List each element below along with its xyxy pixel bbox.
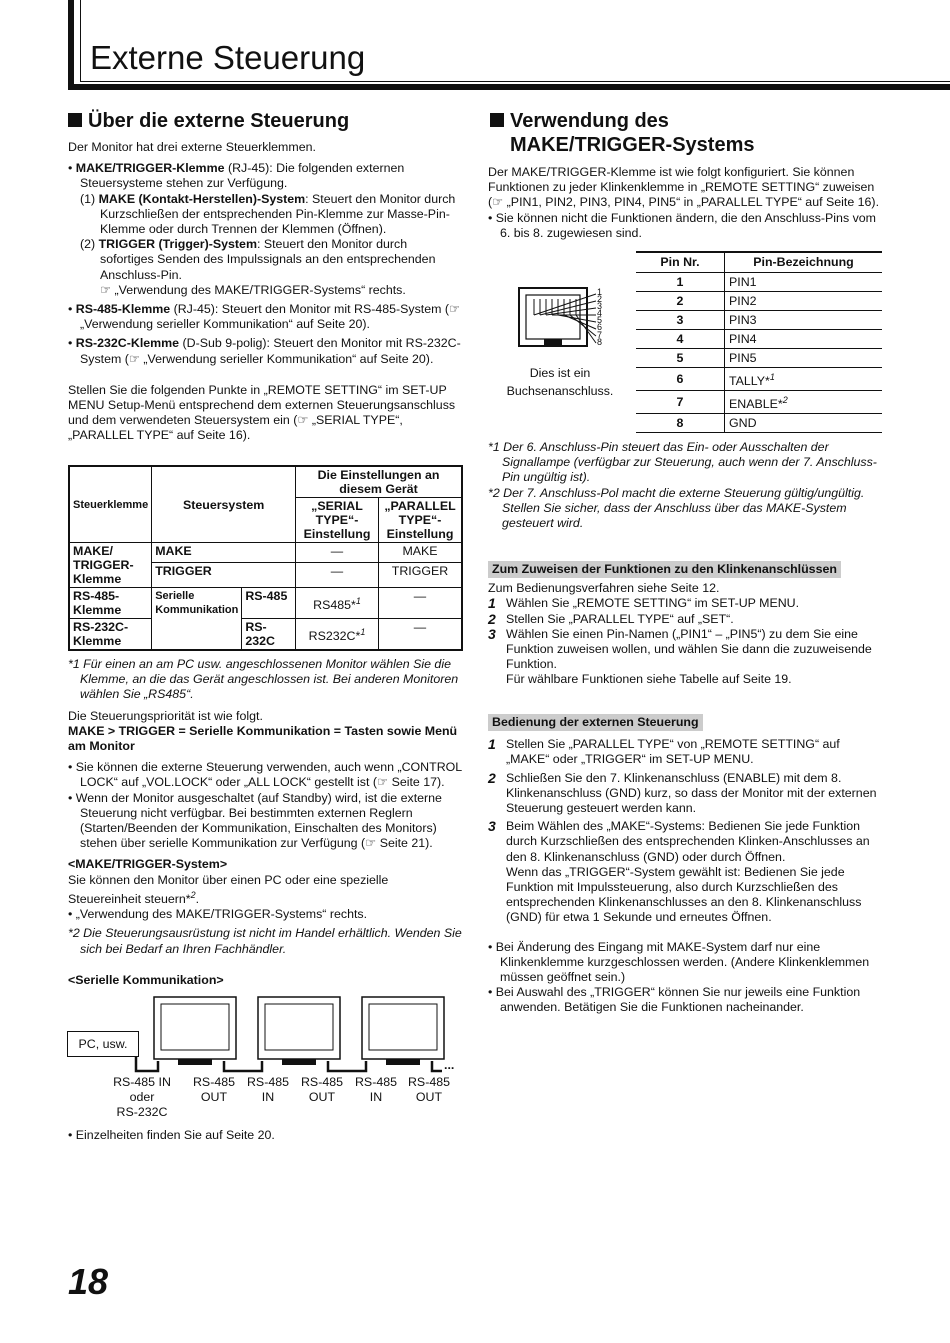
op-note1-text: Bei Änderung des Eingang mit MAKE-System darf nur eine Klinkenklemme kurzgeschlossen werden. (Andere Klinkenklemmen müssen geöffnet sein.) xyxy=(495,939,870,985)
r3-serial-sup: 1 xyxy=(360,626,366,637)
left-intro-block xyxy=(68,140,463,444)
sub1-num: (1) xyxy=(80,191,96,206)
label-rs485-in-rs232c: RS-485 IN oder RS-232C xyxy=(113,1075,171,1119)
right-footnotes xyxy=(488,440,883,531)
pin-nr: 8 xyxy=(636,414,725,433)
op-note-2: • Bei Auswahl des „TRIGGER“ können Sie nur jeweils eine Funktion anwenden. Betätigen Sie die Funktionen nacheinander. xyxy=(488,985,861,1015)
sub2-num: (2) xyxy=(80,237,96,252)
r2-serial-text: RS485* xyxy=(313,598,356,613)
pin-name-cell xyxy=(725,368,883,391)
right-intro: Der MAKE/TRIGGER-Klemme ist wie folgt konfiguriert. Sie können Funktionen zu jeder Klinkenklemme in „REMOTE SETTING“ zuweisen (☞ „PIN1, PIN2, PIN3, PIN4, PIN5“ in „PARALLEL TYPE“ auf Seite 16). xyxy=(488,165,880,210)
step-text: Wählen Sie „REMOTE SETTING“ im SET-UP MENU. xyxy=(506,596,800,611)
r2-serial-sup: 1 xyxy=(355,595,361,606)
bullet2-rest: (RJ-45): Steuert den Monitor mit RS-485-System (☞ „Verwendung serieller Kommunikation“ auf Seite 20). xyxy=(80,302,461,332)
make-trigger-text: Sie können den Monitor über einen PC oder eine spezielle Steuereinheit steuern*$^2$. xyxy=(68,872,389,906)
label-rs485-in-3: RS-485 IN xyxy=(354,1075,397,1104)
table-row xyxy=(636,330,882,349)
pc-box: PC, usw. xyxy=(67,1031,139,1057)
bullet1-bold: MAKE/TRIGGER-Klemme xyxy=(75,161,225,176)
make-trigger-subhead: <MAKE/TRIGGER-System> xyxy=(68,857,228,872)
operation-heading: Bedienung der externen Steuerung xyxy=(488,714,703,731)
pin-nr: 3 xyxy=(636,311,725,330)
pin-name: GND xyxy=(725,414,883,433)
fn2-text: Die Steuerungsausrüstung ist nicht im Handel erhältlich. Wenden Sie sich bei Bedarf an Ihren Fachhändler. xyxy=(80,926,462,956)
pin-th-name: Pin-Bezeichnung xyxy=(725,252,883,273)
fn1-text: Für einen an am PC usw. angeschlossenen Monitor wählen Sie die Klemme, an die das Gerät angeschlossen ist. Bei anderen Monitoren wählen Sie „RS485“. xyxy=(80,657,459,702)
sub1-bold: MAKE (Kontakt-Herstellen)-System xyxy=(98,191,306,206)
bullet-make-trigger: • MAKE/TRIGGER-Klemme (RJ-45): Die folgenden externen Steuersysteme stehen zur Verfügung. xyxy=(68,161,405,191)
control-table xyxy=(68,465,463,651)
left-heading-text: Über die externe Steuerung xyxy=(88,110,350,132)
left-footnote-2 xyxy=(68,926,463,956)
cell-r1a-sys: MAKE xyxy=(152,543,296,563)
step-num: 1 xyxy=(488,736,496,753)
sub-ref: ☞ „Verwendung des MAKE/TRIGGER-Systems“ rechts. xyxy=(100,282,406,297)
pin-name: PIN3 xyxy=(725,311,883,330)
step-text: Stellen Sie „PARALLEL TYPE“ von „REMOTE SETTING“ auf „MAKE“ oder „TRIGGER“ im SET-UP MENU. xyxy=(506,737,840,767)
cell-r1a-parallel: MAKE xyxy=(379,543,463,563)
right-heading xyxy=(490,109,755,157)
table-row xyxy=(636,273,882,292)
jack-pin-6: 6 xyxy=(597,322,603,333)
priority-intro: Die Steuerungspriorität ist wie folgt. xyxy=(68,708,263,723)
make-trigger-ref: • „Verwendung des MAKE/TRIGGER-Systems“ rechts. xyxy=(68,907,368,922)
assign-step-2 xyxy=(488,612,883,627)
monitor-3-icon xyxy=(362,997,444,1065)
pin-name-sup: 2 xyxy=(782,395,788,406)
jack-pin-7: 7 xyxy=(597,329,603,340)
square-bullet-icon-right xyxy=(490,113,504,127)
r3-serial-text: RS232C* xyxy=(308,629,361,644)
fn1-mark: *1 xyxy=(68,657,80,671)
table-row xyxy=(636,292,882,311)
bullet3-rest: (D-Sub 9-polig): Steuert den Monitor mit RS-232C-System (☞ „Verwendung serieller Kommunikation“ auf Seite 20). xyxy=(80,336,461,366)
op-step-2 xyxy=(488,771,883,817)
cell-r3-parallel: — xyxy=(379,619,463,651)
pin-name: PIN2 xyxy=(725,292,883,311)
left-footnote-1 xyxy=(68,657,463,703)
note2-text: Wenn der Monitor ausgeschaltet (auf Standby) wird, ist die externe Steuerung nicht verfügbar. Bei bestimmten externen Reglern (Starten/Beenden der Kommunikation, Einschalten des Monitors) stehen über serielle Kommunikation zur Verfügung (☞ Seite 21). xyxy=(75,790,442,851)
cable-monitor3-out xyxy=(432,1061,442,1071)
cell-r2-klemme: RS-485-Klemme xyxy=(69,588,152,619)
op-step-1 xyxy=(488,737,883,767)
step-num: 2 xyxy=(488,610,496,627)
pin-nr: 7 xyxy=(636,391,725,414)
table-row xyxy=(636,391,882,414)
sub2-rest: : Steuert den Monitor durch sofortiges Senden des Impulssignals an den entsprechenden Anschluss-Pin. xyxy=(100,237,436,282)
assign-step-3 xyxy=(488,627,883,673)
step-text: Schließen Sie den 7. Klinkenanschluss (ENABLE) mit dem 8. Klinkenanschluss (GND) kurz, so dass der Monitor mit der externen Steuerung gesteuert werden kann. xyxy=(506,770,877,816)
setup-paragraph: Stellen Sie die folgenden Punkte in „REMOTE SETTING“ im SET-UP MENU Setup-Menü entsprechend dem externen Steuerungsanschluss und dem verwendeten Steuersystem ein (☞ „SERIAL TYPE“, „PARALLEL TYPE“ auf Seite 16). xyxy=(68,382,456,443)
step-num: 1 xyxy=(488,595,496,612)
th-system: Steuersystem xyxy=(152,466,296,543)
fn2-mark: *2 xyxy=(68,926,80,941)
step-text: Stellen Sie „PARALLEL TYPE“ auf „SET“. xyxy=(506,611,734,626)
label-rs485-out-1: RS-485 OUT xyxy=(192,1075,235,1104)
step-num: 3 xyxy=(488,625,496,642)
right-heading-line1: Verwendung des xyxy=(510,110,669,132)
mt-text: Sie können den Monitor über einen PC oder eine spezielle Steuereinheit steuern* xyxy=(68,872,389,906)
label-rs485-out-3: RS-485 OUT xyxy=(407,1075,450,1104)
jack-pin-8: 8 xyxy=(597,336,603,347)
details-text: Einzelheiten finden Sie auf Seite 20. xyxy=(75,1128,275,1142)
right-heading-line2: MAKE/TRIGGER-Systems xyxy=(510,134,755,156)
rj45-jack-diagram xyxy=(518,285,608,357)
table-row xyxy=(636,414,882,433)
right-footnote-2 xyxy=(488,486,883,532)
cell-r3-klemme: RS-232C-Klemme xyxy=(69,619,152,651)
rfn2-text: Der 7. Anschluss-Pol macht die externe Steuerung gültig/ungültig. Stellen Sie sicher, dass der Anschluss über das MAKE-System gesteuert wird. xyxy=(502,485,865,531)
cell-r1b-sys: TRIGGER xyxy=(152,563,296,588)
jack-caption: Dies ist ein Buchsenanschluss. xyxy=(506,366,614,398)
rfn1-mark: *1 xyxy=(488,440,500,454)
right-bullet-text: Sie können nicht die Funktionen ändern, die den Anschluss-Pins vom 6. bis 8. zugewiesen sind. xyxy=(495,210,876,240)
page-number: 18 xyxy=(68,1261,109,1302)
op-step-3 xyxy=(488,819,883,865)
cell-r3-serial xyxy=(296,619,379,651)
th-serial: „SERIAL TYPE“-Einstellung xyxy=(296,498,379,543)
pin-name: PIN4 xyxy=(725,330,883,349)
pin-name-sup: 1 xyxy=(769,372,775,383)
serial-subhead: <Serielle Kommunikation> xyxy=(68,972,224,987)
operation-section xyxy=(488,714,883,1016)
right-intro-block xyxy=(488,165,883,241)
op-note2-text: Bei Auswahl des „TRIGGER“ können Sie nur jeweils eine Funktion anwenden. Betätigen Sie die Funktionen nacheinander. xyxy=(495,985,861,1015)
step-text: Wählen Sie einen Pin-Namen („PIN1“ – „PIN5“) zu dem Sie eine Funktion zuweisen wollen, und wählen Sie dann die zuzuweisende Funktion. xyxy=(506,626,872,672)
assign-step-3-sub: Für wählbare Funktionen siehe Tabelle auf Seite 19. xyxy=(506,672,792,687)
label-rs485-in-2: RS-485 IN xyxy=(246,1075,289,1104)
th-parallel: „PARALLEL TYPE“-Einstellung xyxy=(379,498,463,543)
step-num: 3 xyxy=(488,818,496,835)
pin-name-cell xyxy=(725,391,883,414)
bullet3-bold: RS-232C-Klemme xyxy=(75,336,180,351)
jack-pin-5: 5 xyxy=(597,315,603,326)
th-geraet: Die Einstellungen an diesem Gerät xyxy=(296,466,463,498)
pin-name: ENABLE* xyxy=(729,397,783,412)
jack-pin-2: 2 xyxy=(597,294,603,305)
jack-pin-4: 4 xyxy=(597,308,603,319)
bullet1-rest: (RJ-45): Die folgenden externen Steuersysteme stehen zur Verfügung. xyxy=(80,161,405,191)
table-row xyxy=(636,368,882,391)
sub1-rest: : Steuert den Monitor durch Kurzschließen der entsprechenden Pin-Klemme zur Masse-Pin-Klemme oder durch Trennen der Klemmen (Öffnen). xyxy=(100,191,456,237)
jack-latch xyxy=(544,339,562,346)
rfn2-mark: *2 xyxy=(488,485,500,500)
pin-name: PIN5 xyxy=(725,349,883,368)
pin-table xyxy=(636,251,882,433)
cell-serielle: Serielle Kommunikation xyxy=(152,588,242,651)
monitor-2-icon xyxy=(258,997,340,1065)
pin-nr: 4 xyxy=(636,330,725,349)
cell-r1a-serial: — xyxy=(296,543,379,563)
bullet-rs232c: • RS-232C-Klemme (D-Sub 9-polig): Steuert den Monitor mit RS-232C-System (☞ „Verwendung serieller Kommunikation“ auf Seite 20). xyxy=(68,336,461,366)
rfn1-text: Der 6. Anschluss-Pin steuert das Ein- oder Ausschalten der Signallampe (verfügbar zur Steuerung, auch wenn der 7. Anschluss-Pin ungültig ist). xyxy=(502,440,877,485)
pin-th-nr: Pin Nr. xyxy=(636,252,725,273)
cell-r3-sys: RS-232C xyxy=(242,619,296,651)
right-bullet: • Sie können nicht die Funktionen ändern, die den Anschluss-Pins vom 6. bis 8. zugewiesen sind. xyxy=(488,210,876,240)
cell-r2-sys: RS-485 xyxy=(242,588,296,619)
cell-r1b-parallel: TRIGGER xyxy=(379,563,463,588)
jack-pin-1: 1 xyxy=(597,287,603,297)
details-note: • Einzelheiten finden Sie auf Seite 20. xyxy=(68,1128,275,1142)
sub-item-trigger xyxy=(68,237,463,283)
th-klemme: Steuerklemme xyxy=(69,466,152,543)
cell-r1b-serial: — xyxy=(296,563,379,588)
note-standby: • Wenn der Monitor ausgeschaltet (auf Standby) wird, ist die externe Steuerung nicht verfügbar. Bei bestimmten externen Reglern (Starten/Beenden der Kommunikation, Einschalten des Monitors) stehen über serielle Kommunikation zur Verfügung (☞ Seite 21). xyxy=(68,790,442,851)
cable-monitor1-monitor2 xyxy=(224,1061,262,1071)
page-title: Externe Steuerung xyxy=(90,39,366,76)
right-footnote-1 xyxy=(488,440,883,486)
table-row xyxy=(636,349,882,368)
pin-nr: 2 xyxy=(636,292,725,311)
left-intro: Der Monitor hat drei externe Steuerklemmen. xyxy=(68,140,316,154)
note1-text: Sie können die externe Steuerung verwenden, auch wenn „CONTROL LOCK“ auf „VOL.LOCK“ oder „ALL LOCK“ gestellt ist (☞ Seite 17). xyxy=(75,760,462,790)
assign-intro: Zum Bedienungsverfahren siehe Seite 12. xyxy=(488,581,720,596)
mt-sup: 2 xyxy=(190,889,196,900)
priority-rule: MAKE > TRIGGER = Serielle Kommunikation = Tasten sowie Menü am Monitor xyxy=(68,723,458,754)
label-rs485-out-2: RS-485 OUT xyxy=(300,1075,343,1104)
monitor-1-icon xyxy=(154,997,236,1065)
sub-item-make xyxy=(68,192,463,238)
assign-step-1 xyxy=(488,596,883,611)
op-note-1: • Bei Änderung des Eingang mit MAKE-System darf nur eine Klinkenklemme kurzgeschlossen werden. (Andere Klinkenklemmen müssen geöffnet sein.) xyxy=(488,939,870,985)
cell-r1-klemme: MAKE/ TRIGGER-Klemme xyxy=(69,543,152,588)
pin-nr: 6 xyxy=(636,368,725,391)
pin-nr: 1 xyxy=(636,273,725,292)
note-control-lock: • Sie können die externe Steuerung verwenden, auch wenn „CONTROL LOCK“ auf „VOL.LOCK“ oder „ALL LOCK“ gestellt ist (☞ Seite 17). xyxy=(68,760,462,790)
square-bullet-icon xyxy=(68,113,82,127)
pin-nr: 5 xyxy=(636,349,725,368)
left-lower-block xyxy=(68,657,463,988)
step-num: 2 xyxy=(488,769,496,786)
sub2-bold: TRIGGER (Trigger)-System xyxy=(98,237,257,252)
assign-section xyxy=(488,561,883,688)
assign-heading: Zum Zuweisen der Funktionen zu den Klinkenanschlüssen xyxy=(488,561,841,578)
step-text: Beim Wählen des „MAKE“-Systems: Bedienen Sie jede Funktion durch Kurzschließen des entsprechenden Klinken-Anschlusses an den 8. Klinkenanschluss (GND) oder durch Öffnen. xyxy=(506,819,870,864)
left-heading xyxy=(68,109,349,133)
cell-r2-serial xyxy=(296,588,379,619)
bullet2-bold: RS-485-Klemme xyxy=(75,302,171,317)
jack-pin-3: 3 xyxy=(597,301,603,312)
jack-pin-numbers xyxy=(597,289,602,346)
diagram-dots: ... xyxy=(444,1058,455,1072)
op-step-3-sub: Wenn das „TRIGGER“-System gewählt ist: Bedienen Sie jede Funktion mit Impulssteuerung, also durch Kurzschließen des entsprechenden Klinkenanschlusses an den 8. Klinkenanschluss (GND) für etwa 1 Sekunde und erneutes Öffnen. xyxy=(506,864,862,925)
cell-r2-parallel: — xyxy=(379,588,463,619)
table-row xyxy=(636,311,882,330)
bullet-rs485: • RS-485-Klemme (RJ-45): Steuert den Monitor mit RS-485-System (☞ „Verwendung serieller Kommunikation“ auf Seite 20). xyxy=(68,302,461,332)
cable-monitor2-monitor3 xyxy=(328,1061,366,1071)
pin-name: TALLY* xyxy=(729,374,770,389)
mt-ref-text: „Verwendung des MAKE/TRIGGER-Systems“ rechts. xyxy=(75,907,368,922)
pin-name: PIN1 xyxy=(725,273,883,292)
